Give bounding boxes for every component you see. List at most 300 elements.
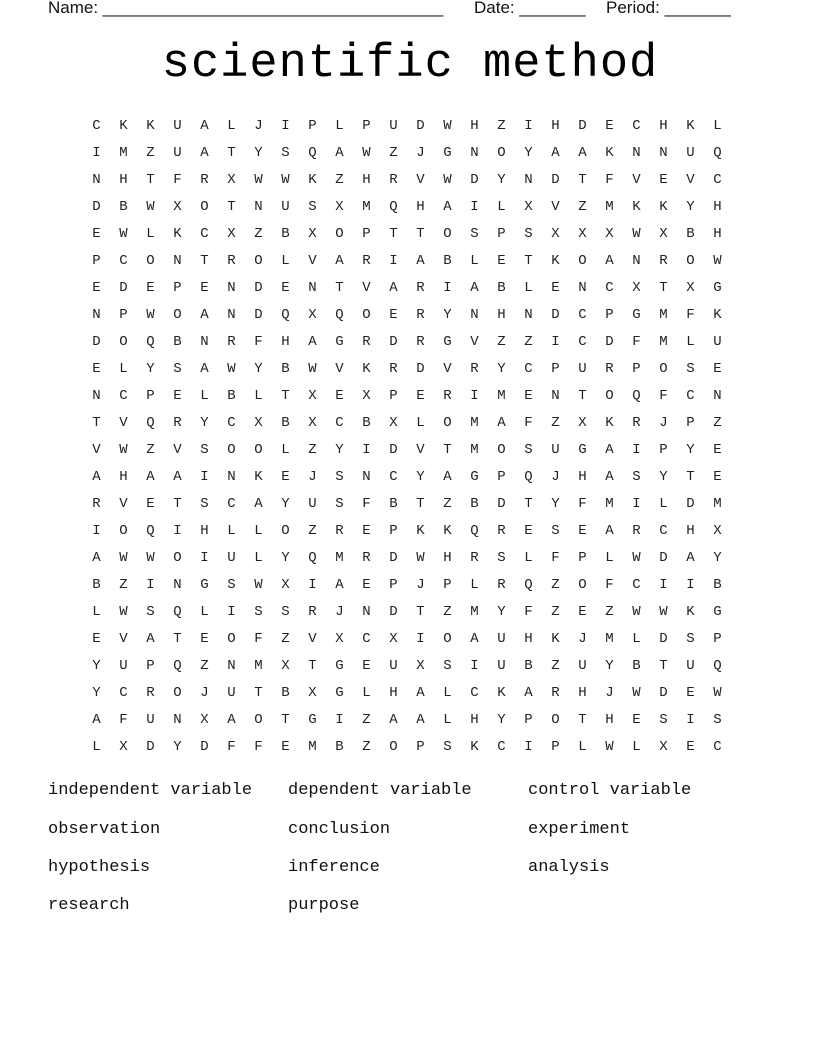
grid-letter[interactable]: H	[605, 712, 614, 728]
grid-letter[interactable]: A	[605, 442, 614, 458]
grid-letter[interactable]: M	[470, 442, 479, 458]
grid-letter[interactable]: G	[713, 280, 722, 296]
grid-letter[interactable]: S	[686, 361, 695, 377]
grid-letter[interactable]: K	[362, 361, 371, 377]
grid-letter[interactable]: G	[470, 469, 479, 485]
grid-letter[interactable]: F	[173, 172, 182, 188]
grid-letter[interactable]: D	[551, 307, 560, 323]
grid-letter[interactable]: O	[173, 685, 182, 701]
grid-letter[interactable]: K	[308, 172, 317, 188]
grid-letter[interactable]: N	[632, 253, 641, 269]
grid-letter[interactable]: C	[119, 388, 128, 404]
grid-letter[interactable]: U	[389, 658, 398, 674]
grid-letter[interactable]: P	[416, 739, 425, 755]
grid-letter[interactable]: I	[524, 118, 533, 134]
grid-letter[interactable]: K	[119, 118, 128, 134]
grid-letter[interactable]: E	[578, 604, 587, 620]
grid-letter[interactable]: Y	[281, 550, 290, 566]
grid-letter[interactable]: J	[335, 604, 344, 620]
grid-letter[interactable]: O	[578, 253, 587, 269]
grid-letter[interactable]: K	[713, 307, 722, 323]
grid-letter[interactable]: T	[659, 280, 668, 296]
grid-letter[interactable]: A	[173, 469, 182, 485]
grid-letter[interactable]: U	[497, 631, 506, 647]
grid-letter[interactable]: T	[578, 172, 587, 188]
grid-letter[interactable]: A	[146, 631, 155, 647]
grid-letter[interactable]: R	[389, 172, 398, 188]
grid-letter[interactable]: N	[92, 172, 101, 188]
grid-letter[interactable]: L	[335, 118, 344, 134]
grid-letter[interactable]: F	[524, 415, 533, 431]
grid-letter[interactable]: A	[335, 145, 344, 161]
grid-letter[interactable]: T	[173, 631, 182, 647]
grid-letter[interactable]: R	[470, 550, 479, 566]
grid-letter[interactable]: W	[119, 442, 128, 458]
grid-letter[interactable]: I	[686, 712, 695, 728]
grid-letter[interactable]: B	[443, 253, 452, 269]
grid-letter[interactable]: D	[551, 172, 560, 188]
grid-letter[interactable]: E	[281, 280, 290, 296]
grid-letter[interactable]: J	[551, 469, 560, 485]
grid-letter[interactable]: T	[578, 712, 587, 728]
grid-letter[interactable]: O	[686, 253, 695, 269]
grid-letter[interactable]: V	[119, 415, 128, 431]
grid-letter[interactable]: Q	[713, 145, 722, 161]
grid-letter[interactable]: H	[686, 523, 695, 539]
grid-letter[interactable]: O	[578, 577, 587, 593]
grid-letter[interactable]: C	[713, 739, 722, 755]
grid-letter[interactable]: M	[119, 145, 128, 161]
grid-letter[interactable]: R	[200, 172, 209, 188]
grid-letter[interactable]: N	[92, 307, 101, 323]
grid-letter[interactable]: E	[686, 739, 695, 755]
grid-letter[interactable]: L	[119, 361, 128, 377]
grid-letter[interactable]: U	[578, 361, 587, 377]
grid-letter[interactable]: Z	[605, 604, 614, 620]
grid-letter[interactable]: E	[551, 280, 560, 296]
grid-letter[interactable]: W	[119, 226, 128, 242]
grid-letter[interactable]: O	[551, 712, 560, 728]
grid-letter[interactable]: X	[713, 523, 722, 539]
grid-letter[interactable]: G	[335, 334, 344, 350]
grid-letter[interactable]: O	[200, 199, 209, 215]
grid-letter[interactable]: O	[497, 145, 506, 161]
grid-letter[interactable]: G	[200, 577, 209, 593]
grid-letter[interactable]: B	[470, 496, 479, 512]
grid-letter[interactable]: L	[254, 523, 263, 539]
grid-letter[interactable]: D	[92, 334, 101, 350]
grid-letter[interactable]: R	[551, 685, 560, 701]
grid-letter[interactable]: X	[389, 415, 398, 431]
grid-letter[interactable]: K	[605, 145, 614, 161]
grid-letter[interactable]: X	[308, 226, 317, 242]
grid-letter[interactable]: Z	[443, 496, 452, 512]
grid-letter[interactable]: X	[551, 226, 560, 242]
grid-letter[interactable]: T	[416, 226, 425, 242]
grid-letter[interactable]: D	[416, 118, 425, 134]
grid-letter[interactable]: M	[659, 307, 668, 323]
grid-letter[interactable]: C	[92, 118, 101, 134]
grid-letter[interactable]: X	[254, 415, 263, 431]
grid-letter[interactable]: R	[416, 307, 425, 323]
grid-letter[interactable]: I	[470, 199, 479, 215]
grid-letter[interactable]: L	[92, 604, 101, 620]
grid-letter[interactable]: Y	[335, 442, 344, 458]
grid-letter[interactable]: Z	[119, 577, 128, 593]
grid-letter[interactable]: U	[308, 496, 317, 512]
grid-letter[interactable]: P	[389, 577, 398, 593]
grid-letter[interactable]: G	[443, 334, 452, 350]
grid-letter[interactable]: H	[497, 307, 506, 323]
grid-letter[interactable]: I	[146, 577, 155, 593]
grid-letter[interactable]: S	[335, 496, 344, 512]
grid-letter[interactable]: H	[200, 523, 209, 539]
grid-letter[interactable]: A	[146, 469, 155, 485]
grid-letter[interactable]: C	[605, 280, 614, 296]
grid-letter[interactable]: K	[605, 415, 614, 431]
grid-letter[interactable]: C	[335, 415, 344, 431]
grid-letter[interactable]: H	[524, 631, 533, 647]
grid-letter[interactable]: M	[335, 550, 344, 566]
grid-letter[interactable]: K	[146, 118, 155, 134]
grid-letter[interactable]: N	[227, 469, 236, 485]
grid-letter[interactable]: N	[308, 280, 317, 296]
grid-letter[interactable]: S	[524, 226, 533, 242]
grid-letter[interactable]: S	[227, 577, 236, 593]
grid-letter[interactable]: Y	[254, 145, 263, 161]
grid-letter[interactable]: K	[173, 226, 182, 242]
grid-letter[interactable]: Q	[173, 658, 182, 674]
grid-letter[interactable]: Z	[146, 442, 155, 458]
grid-letter[interactable]: I	[470, 388, 479, 404]
grid-letter[interactable]: V	[362, 280, 371, 296]
grid-letter[interactable]: Y	[443, 307, 452, 323]
grid-letter[interactable]: L	[227, 523, 236, 539]
grid-letter[interactable]: M	[605, 631, 614, 647]
grid-letter[interactable]: R	[632, 415, 641, 431]
grid-letter[interactable]: P	[605, 307, 614, 323]
grid-letter[interactable]: A	[92, 550, 101, 566]
grid-letter[interactable]: M	[308, 739, 317, 755]
grid-letter[interactable]: H	[416, 199, 425, 215]
grid-letter[interactable]: E	[146, 496, 155, 512]
grid-letter[interactable]: N	[659, 145, 668, 161]
grid-letter[interactable]: R	[146, 685, 155, 701]
grid-letter[interactable]: H	[713, 226, 722, 242]
grid-letter[interactable]: U	[578, 658, 587, 674]
grid-letter[interactable]: P	[632, 361, 641, 377]
grid-letter[interactable]: L	[686, 334, 695, 350]
grid-letter[interactable]: C	[632, 118, 641, 134]
grid-letter[interactable]: A	[686, 550, 695, 566]
grid-letter[interactable]: F	[254, 739, 263, 755]
grid-letter[interactable]: T	[524, 496, 533, 512]
grid-letter[interactable]: Y	[497, 712, 506, 728]
grid-letter[interactable]: H	[443, 550, 452, 566]
grid-letter[interactable]: F	[632, 334, 641, 350]
grid-letter[interactable]: Q	[146, 523, 155, 539]
grid-letter[interactable]: N	[173, 253, 182, 269]
grid-letter[interactable]: I	[200, 469, 209, 485]
grid-letter[interactable]: K	[632, 199, 641, 215]
grid-letter[interactable]: R	[227, 334, 236, 350]
grid-letter[interactable]: K	[659, 199, 668, 215]
grid-letter[interactable]: D	[92, 199, 101, 215]
grid-letter[interactable]: U	[146, 712, 155, 728]
grid-letter[interactable]: Y	[146, 361, 155, 377]
grid-letter[interactable]: U	[551, 442, 560, 458]
grid-letter[interactable]: E	[362, 658, 371, 674]
grid-letter[interactable]: P	[92, 253, 101, 269]
grid-letter[interactable]: X	[227, 172, 236, 188]
grid-letter[interactable]: B	[281, 226, 290, 242]
grid-letter[interactable]: Z	[389, 145, 398, 161]
grid-letter[interactable]: D	[254, 307, 263, 323]
grid-letter[interactable]: H	[119, 172, 128, 188]
grid-letter[interactable]: I	[227, 604, 236, 620]
grid-letter[interactable]: R	[362, 550, 371, 566]
grid-letter[interactable]: Z	[281, 631, 290, 647]
grid-letter[interactable]: B	[281, 415, 290, 431]
grid-letter[interactable]: N	[551, 388, 560, 404]
grid-letter[interactable]: M	[470, 415, 479, 431]
grid-letter[interactable]: I	[362, 442, 371, 458]
grid-letter[interactable]: Y	[497, 172, 506, 188]
grid-letter[interactable]: B	[497, 280, 506, 296]
grid-letter[interactable]: W	[308, 361, 317, 377]
grid-letter[interactable]: U	[227, 685, 236, 701]
grid-letter[interactable]: B	[686, 226, 695, 242]
grid-letter[interactable]: W	[281, 172, 290, 188]
grid-letter[interactable]: A	[200, 118, 209, 134]
grid-letter[interactable]: A	[497, 415, 506, 431]
grid-letter[interactable]: T	[281, 388, 290, 404]
grid-letter[interactable]: D	[254, 280, 263, 296]
grid-letter[interactable]: A	[227, 712, 236, 728]
grid-letter[interactable]: V	[632, 172, 641, 188]
grid-letter[interactable]: D	[686, 496, 695, 512]
grid-letter[interactable]: Q	[281, 307, 290, 323]
grid-letter[interactable]: D	[659, 685, 668, 701]
grid-letter[interactable]: C	[686, 388, 695, 404]
grid-letter[interactable]: T	[92, 415, 101, 431]
grid-letter[interactable]: C	[389, 469, 398, 485]
grid-letter[interactable]: X	[416, 658, 425, 674]
grid-letter[interactable]: D	[146, 739, 155, 755]
grid-letter[interactable]: L	[281, 253, 290, 269]
grid-letter[interactable]: J	[605, 685, 614, 701]
grid-letter[interactable]: E	[524, 388, 533, 404]
grid-letter[interactable]: P	[146, 388, 155, 404]
grid-letter[interactable]: N	[362, 469, 371, 485]
grid-letter[interactable]: A	[605, 469, 614, 485]
grid-letter[interactable]: V	[443, 361, 452, 377]
grid-letter[interactable]: O	[254, 442, 263, 458]
grid-letter[interactable]: D	[416, 361, 425, 377]
grid-letter[interactable]: H	[578, 469, 587, 485]
grid-letter[interactable]: Y	[686, 199, 695, 215]
grid-letter[interactable]: E	[713, 442, 722, 458]
grid-letter[interactable]: X	[605, 226, 614, 242]
grid-letter[interactable]: M	[605, 496, 614, 512]
grid-letter[interactable]: L	[632, 631, 641, 647]
grid-letter[interactable]: P	[308, 118, 317, 134]
grid-letter[interactable]: I	[632, 496, 641, 512]
grid-letter[interactable]: O	[227, 631, 236, 647]
grid-letter[interactable]: E	[578, 523, 587, 539]
grid-letter[interactable]: I	[659, 577, 668, 593]
grid-letter[interactable]: W	[146, 550, 155, 566]
grid-letter[interactable]: P	[551, 739, 560, 755]
grid-letter[interactable]: A	[200, 307, 209, 323]
grid-letter[interactable]: M	[254, 658, 263, 674]
grid-letter[interactable]: M	[605, 199, 614, 215]
grid-letter[interactable]: Q	[308, 550, 317, 566]
grid-letter[interactable]: H	[470, 712, 479, 728]
grid-letter[interactable]: W	[362, 145, 371, 161]
grid-letter[interactable]: P	[713, 631, 722, 647]
grid-letter[interactable]: I	[335, 712, 344, 728]
grid-letter[interactable]: U	[119, 658, 128, 674]
grid-letter[interactable]: L	[281, 442, 290, 458]
grid-letter[interactable]: B	[632, 658, 641, 674]
grid-letter[interactable]: A	[389, 712, 398, 728]
grid-letter[interactable]: B	[524, 658, 533, 674]
grid-letter[interactable]: N	[578, 280, 587, 296]
grid-letter[interactable]: V	[551, 199, 560, 215]
grid-letter[interactable]: W	[443, 118, 452, 134]
grid-letter[interactable]: E	[605, 118, 614, 134]
grid-letter[interactable]: H	[713, 199, 722, 215]
grid-letter[interactable]: K	[551, 631, 560, 647]
grid-letter[interactable]: X	[281, 577, 290, 593]
grid-letter[interactable]: A	[470, 631, 479, 647]
grid-letter[interactable]: P	[362, 226, 371, 242]
grid-letter[interactable]: K	[443, 523, 452, 539]
grid-letter[interactable]: N	[200, 334, 209, 350]
grid-letter[interactable]: L	[578, 739, 587, 755]
grid-letter[interactable]: M	[497, 388, 506, 404]
grid-letter[interactable]: U	[227, 550, 236, 566]
grid-letter[interactable]: D	[119, 280, 128, 296]
grid-letter[interactable]: P	[497, 226, 506, 242]
grid-letter[interactable]: D	[605, 334, 614, 350]
grid-letter[interactable]: E	[362, 523, 371, 539]
grid-letter[interactable]: Z	[200, 658, 209, 674]
grid-letter[interactable]: I	[524, 739, 533, 755]
grid-letter[interactable]: T	[578, 388, 587, 404]
grid-letter[interactable]: I	[443, 280, 452, 296]
grid-letter[interactable]: A	[578, 145, 587, 161]
grid-letter[interactable]: O	[605, 388, 614, 404]
grid-letter[interactable]: E	[92, 280, 101, 296]
grid-letter[interactable]: O	[497, 442, 506, 458]
grid-letter[interactable]: D	[659, 631, 668, 647]
grid-letter[interactable]: Q	[713, 658, 722, 674]
grid-letter[interactable]: O	[389, 739, 398, 755]
grid-letter[interactable]: N	[227, 307, 236, 323]
grid-letter[interactable]: T	[308, 658, 317, 674]
grid-letter[interactable]: U	[281, 199, 290, 215]
grid-letter[interactable]: X	[308, 415, 317, 431]
grid-letter[interactable]: Z	[443, 604, 452, 620]
grid-letter[interactable]: U	[713, 334, 722, 350]
grid-letter[interactable]: T	[416, 496, 425, 512]
grid-letter[interactable]: L	[362, 685, 371, 701]
grid-letter[interactable]: A	[605, 523, 614, 539]
grid-letter[interactable]: Q	[173, 604, 182, 620]
grid-letter[interactable]: V	[308, 253, 317, 269]
grid-letter[interactable]: O	[443, 226, 452, 242]
grid-letter[interactable]: V	[119, 496, 128, 512]
grid-letter[interactable]: A	[200, 361, 209, 377]
grid-letter[interactable]: T	[416, 604, 425, 620]
grid-letter[interactable]: Y	[92, 658, 101, 674]
grid-letter[interactable]: E	[92, 226, 101, 242]
grid-letter[interactable]: P	[497, 469, 506, 485]
grid-letter[interactable]: A	[605, 253, 614, 269]
grid-letter[interactable]: L	[497, 199, 506, 215]
grid-letter[interactable]: N	[632, 145, 641, 161]
grid-letter[interactable]: S	[632, 469, 641, 485]
grid-letter[interactable]: T	[524, 253, 533, 269]
grid-letter[interactable]: L	[146, 226, 155, 242]
grid-letter[interactable]: X	[308, 388, 317, 404]
grid-letter[interactable]: P	[389, 523, 398, 539]
grid-letter[interactable]: P	[578, 550, 587, 566]
grid-letter[interactable]: R	[470, 361, 479, 377]
grid-letter[interactable]: W	[254, 577, 263, 593]
grid-letter[interactable]: N	[524, 307, 533, 323]
grid-letter[interactable]: K	[416, 523, 425, 539]
grid-letter[interactable]: I	[470, 658, 479, 674]
grid-letter[interactable]: R	[632, 523, 641, 539]
grid-letter[interactable]: Y	[659, 469, 668, 485]
grid-letter[interactable]: O	[254, 712, 263, 728]
grid-letter[interactable]: B	[713, 577, 722, 593]
grid-letter[interactable]: H	[470, 118, 479, 134]
grid-letter[interactable]: U	[497, 658, 506, 674]
grid-letter[interactable]: U	[173, 145, 182, 161]
grid-letter[interactable]: A	[416, 712, 425, 728]
grid-letter[interactable]: U	[686, 658, 695, 674]
grid-letter[interactable]: N	[227, 280, 236, 296]
grid-letter[interactable]: X	[200, 712, 209, 728]
grid-letter[interactable]: O	[146, 253, 155, 269]
grid-letter[interactable]: N	[173, 577, 182, 593]
grid-letter[interactable]: T	[254, 685, 263, 701]
grid-letter[interactable]: S	[713, 712, 722, 728]
grid-letter[interactable]: X	[578, 415, 587, 431]
grid-letter[interactable]: N	[362, 604, 371, 620]
grid-letter[interactable]: K	[551, 253, 560, 269]
grid-letter[interactable]: F	[119, 712, 128, 728]
grid-letter[interactable]: O	[173, 307, 182, 323]
grid-letter[interactable]: A	[200, 145, 209, 161]
grid-letter[interactable]: V	[173, 442, 182, 458]
grid-letter[interactable]: Q	[389, 199, 398, 215]
grid-letter[interactable]: N	[92, 388, 101, 404]
grid-letter[interactable]: A	[308, 334, 317, 350]
grid-letter[interactable]: X	[659, 226, 668, 242]
grid-letter[interactable]: L	[443, 685, 452, 701]
grid-letter[interactable]: E	[632, 712, 641, 728]
grid-letter[interactable]: C	[119, 253, 128, 269]
grid-letter[interactable]: E	[146, 280, 155, 296]
grid-letter[interactable]: N	[470, 307, 479, 323]
grid-letter[interactable]: O	[362, 307, 371, 323]
grid-letter[interactable]: R	[416, 280, 425, 296]
